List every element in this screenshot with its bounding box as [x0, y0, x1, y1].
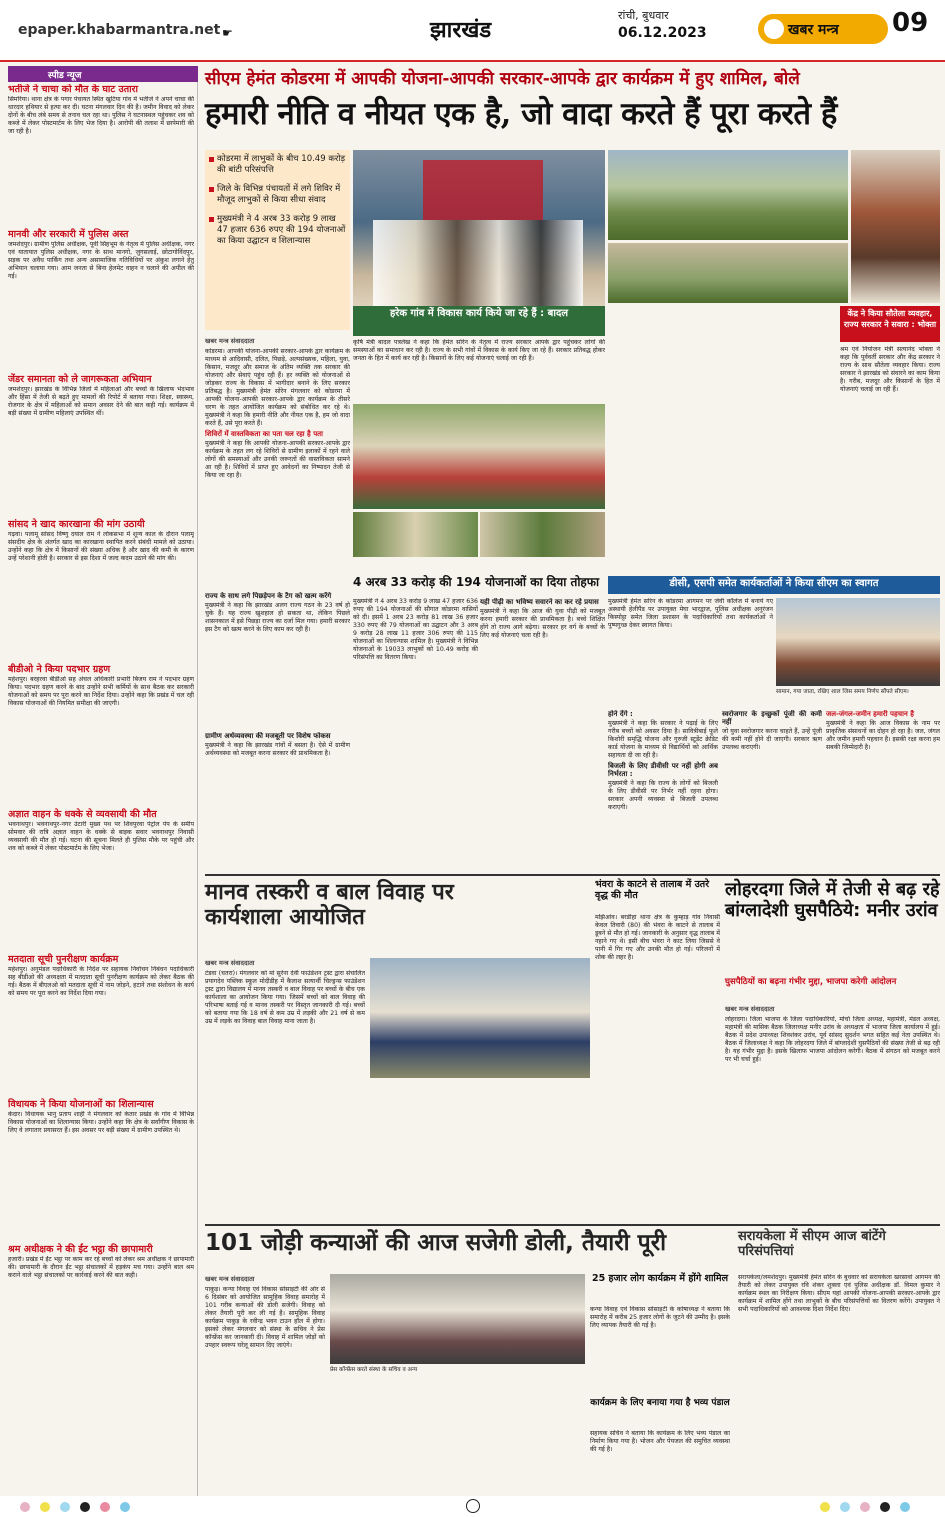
speed-news-body: जमशेदपुर। ग्रामीण पुलिस अधीक्षक, पूर्वी सिंहभूम के नेतृत्व में पुलिस अधीक्षक, नगर एवं यातायात पुलिस अधीक्षक, नगर के साथ मानगो, जुगसलाई, छोटागोविंदपुर, सड़क पर अवैध पार्किंग तथा अन्य असामाजिक गतिविधियों पर अंकुश लगाने हेतु अभियान चलाया गया। आम जनता से बिना हेलमेट वाहन न चलाने की अपील की गई।	[8, 241, 194, 280]
page-header	[0, 0, 945, 62]
lead-body-col2: राज्य के साथ लगे पिछड़ेपन के टैग को खत्म करेंगे मुख्यमंत्री ने कहा कि झारखंड अलग राज्य गठन के 23 वर्ष हो चुके हैं। यह राज्य खुशहाल हो सकता था, लेकिन पिछले शासनकाल में इसे पिछड़ा राज्य का दर्जा मिल गया। हमारी सरकार इस टैग को खत्म करने के लिए काम कर रही है।	[205, 592, 350, 634]
trafficking-byline: खबर मन्त्र संवाददाता	[205, 959, 255, 967]
welcome-box-body: मुख्यमंत्री हेमंत सोरेन के कोडरमा आगमन पर जेवी कॉलेज में बनाये गए अस्थायी हेलीपैड पर उपायुक्त मेघा भारद्वाज, पुलिस अधीक्षक अनुरंजन किस्पोट्टा समेत जिला प्रशासन के पदाधिकारियों तथा कार्यकर्ताओं ने पुष्पगुच्छ देकर स्वागत किया।	[608, 598, 773, 629]
wedding-byline: खबर मन्त्र संवाददाता	[205, 1275, 255, 1283]
village-box-head: हरेक गांव में विकास कार्य किये जा रहे हैं : बादल	[353, 306, 605, 336]
lower-col-3: जल-जंगल-जमीन हमारी पहचान है मुख्यमंत्री ने कहा कि आज विकास के नाम पर प्राकृतिक संसाधनों का दोहन हो रहा है। जल, जंगल और जमीन हमारी पहचान है। इसकी रक्षा करना हम सबकी जिम्मेदारी है।	[826, 710, 940, 752]
crosshair-icon	[466, 1499, 480, 1513]
lower-col-1: होने देंगे : मुख्यमंत्री ने कहा कि सरकार ने पढ़ाई के लिए गरीब बच्चों को अवसर दिया है। सावित्रीबाई फूले किशोरी समृद्धि योजना और गुरुजी स्टूडेंट क्रेडिट कार्ड योजना के माध्यम से विद्यार्थियों को आर्थिक सहायता दी जा रही है। बिजली के लिए डीवीसी पर नहीं होगी अब निर्भरता : मुख्यमंत्री ने कहा कि राज्य के लोगों को बिजली के लिए डीवीसी पर निर्भर नहीं रहना होगा। सरकार अपनी व्यवस्था से बिजली उपलब्ध कराएगी।	[608, 710, 718, 812]
speed-news-tag: स्पीड न्यूज	[8, 66, 198, 82]
award-photo-2	[480, 512, 605, 557]
highlight-item: जिले के विभिन्न पंचायतों में लगे शिविर में मौजूद लाभुकों से किया सीधा संवाद	[209, 184, 346, 206]
lead-lower: ग्रामीण अर्थव्यवस्था की मजबूती पर विशेष फोकस मुख्यमंत्री ने कहा कि झारखंड गांवों में बसता है। ऐसे में ग्रामीण अर्थव्यवस्था को मजबूत करना सरकार की प्राथमिकता है।	[205, 732, 350, 758]
beneficiaries-photo	[353, 404, 605, 509]
speed-news-body: महेशपुर। अनुमंडल पदाधिकारी के निर्देश पर सहायक निर्वाचन निबंधन पदाधिकारी सह बीडीओ की अध्यक्षता में मतदाता सूची पुनरीक्षण कार्यक्रम को लेकर बैठक की गई। बैठक में बीएलओ को मतदाता सूची में नाम जोड़ने, हटाने तथा संशोधन के कार्य को समय पर पूरा करने का निर्देश दिया गया।	[8, 966, 194, 997]
wedding-body: पाकुड़। कन्या विवाह एवं विकास सोसाइटी की ओर से 6 दिसंबर को आयोजित सामूहिक विवाह समारोह में 101 गरीब कन्याओं की डोली सजेगी। विवाह को लेकर तैयारी पूरी कर ली गई है। सामूहिक विवाह कार्यक्रम पाकुड़ के रवीन्द्र भवन टाउन हॉल में होगा। इसको लेकर मंगलवार को संस्था के सचिव ने प्रेस कॉन्फ्रेंस कर जानकारी दी। विवाह में शामिल जोड़ों को उपहार स्वरूप घरेलू सामान दिए जाएंगे।	[205, 1286, 325, 1349]
speed-news-body: भवनाथपुर। भवनाथपुर-नगर उंटारी मुख्य पथ पर शिवपुरवा पेट्रोल पंप के समीप सोमवार की रात्रि अज्ञात वाहन के धक्के से बाइक सवार भवनाथपुर निवासी व्यवसायी की मौत हो गई। घटना की सूचना मिलते ही पुलिस मौके पर पहुंची और शव को कब्जे में लेकर पोस्टमार्टम के लिए भेजा।	[8, 821, 194, 852]
trafficking-head: मानव तस्करी व बाल विवाह पर कार्यशाला आयोजित	[205, 880, 454, 931]
registration-dot	[100, 1502, 110, 1512]
speed-news-body: सिमरिया। थाना क्षेत्र के पगार पंचायत स्थित खुटिया गांव में भतीजे ने अपने चाचा की धारदार हथियार से हत्या कर दी। घटना मंगलवार दिन की है। जमीन विवाद को लेकर दोनों के बीच लंबे समय से तनाव चल रहा था। पुलिस ने घटनास्थल पहुंचकर शव को कब्जे में लेकर पोस्टमार्टम के लिए भेज दिया है। आरोपी की तलाश में छापेमारी की जा रही है।	[8, 96, 194, 135]
speed-news-head: बीडीओ ने किया पदभार ग्रहण	[8, 664, 111, 675]
dignitaries-row	[373, 220, 583, 310]
speed-news-head: अज्ञात वाहन के धक्के से व्यवसायी की मौत	[8, 809, 157, 820]
speed-news-body: जमशेदपुर। झारखंड के विभिन्न जिलों में महिलाओं और बच्चों के खिलाफ भेदभाव और हिंसा में तेजी से बढ़ते हुए मामलों की रिपोर्ट में बताया गया। शिक्षा, स्वास्थ्य, रोजगार के क्षेत्र में महिलाओं को समान अवसर देने की बात कही गई। कार्यक्रम में बड़ी संख्या में ग्रामीण महिलाएं उपस्थित थीं।	[8, 386, 194, 417]
highlight-item: कोडरमा में लाभुकों के बीच 10.49 करोड़ की बांटी परिसंपत्ति	[209, 154, 346, 176]
cursor-icon: ☛	[222, 26, 233, 40]
lead-subhead: सीएम हेमंत कोडरमा में आपकी योजना-आपकी सरकार-आपके द्वार कार्यक्रम में हुए शामिल, बोले	[205, 69, 800, 89]
lead-body: कोडरमा। आपकी योजना-आपकी सरकार-आपके द्वार कार्यक्रम के माध्यम से आदिवासी, दलित, पिछड़े, अल्पसंख्यक, महिला, युवा, किसान, मजदूर और समाज के अंतिम व्यक्ति तक सरकार की योजनाएं और सेवाएं पहुंच रही हैं। हर व्यक्ति को योजनाओं से जोड़कर राज्य के विकास में भागीदार बनाने के लिए सरकार प्रतिबद्ध है। मुख्यमंत्री हेमंत सोरेन मंगलवार को कोडरमा में आपकी योजना-आपकी सरकार-आपके द्वार कार्यक्रम के तीसरे चरण के तहत आयोजित कार्यक्रम को संबोधित कर रहे थे। मुख्यमंत्री ने कहा कि हमारी नीति और नीयत एक है, हम जो वादा करते हैं, उसे पूरा करते हैं। शिविरों में वास्तविकता का पता चल रहा है पता मुख्यमंत्री ने कहा कि आपकी योजना-आपकी सरकार-आपके द्वार कार्यक्रम के तहत लग रहे शिविरों से ग्रामीण इलाकों में रहने वाले लोगों की समस्याओं और उनकी जरूरतों की वास्तविकता सामने आ रही है। शिविरों में प्राप्त हुए आवेदनों का निष्पादन तेजी से किया जा रहा है।	[205, 348, 350, 480]
lohardaga-head: लोहरदगा जिले में तेजी से बढ़ रहे बांग्लादेशी घुसपैठिये: मनीर उरांव	[725, 879, 940, 921]
edition-date: 06.12.2023	[618, 25, 707, 41]
stage-photo	[353, 150, 605, 330]
program-body-2: सहायक सचिव ने बताया कि कार्यक्रम के लिए भव्य पंडाल का निर्माण किया गया है। भोजन और पेयजल की समुचित व्यवस्था की गई है।	[590, 1430, 730, 1453]
lower-col-2: स्वरोजगार के इच्छुकों पूंजी की कमी नहीं जो युवा स्वरोजगार करना चाहते हैं, उन्हें पूंजी की कमी नहीं होने दी जाएगी। सरकार ऋण उपलब्ध कराएगी।	[722, 710, 822, 752]
registration-dot	[900, 1502, 910, 1512]
wedding-caption: प्रेस कॉन्फ्रेंस करते संस्था के सचिव व अन्य	[330, 1367, 418, 1373]
speed-news-head: भतीजे ने चाचा को मौत के घाट उतारा	[8, 84, 138, 95]
award-photo	[353, 512, 478, 557]
program-head: 25 हजार लोग कार्यक्रम में होंगे शामिल	[591, 1273, 729, 1284]
registration-dot	[880, 1502, 890, 1512]
brand-logo: खबर मन्त्र	[758, 14, 888, 44]
welcome-caption: सामान, गया जाता, रखिए शाल जिस समय निर्णय सौंपते सीएम।	[776, 689, 909, 695]
registration-dot	[820, 1502, 830, 1512]
lead-byline: खबर मन्त्र संवाददाता	[205, 337, 255, 345]
gift-body-col2: यही पीढ़ी का भविष्य सवारने का कर रहे प्रयास मुख्यमंत्री ने कहा कि आज की युवा पीढ़ी को मजबूत करना हमारी सरकार की प्राथमिकता है। बच्चे शिक्षित होंगे तो राज्य आगे बढ़ेगा। सरकार हर वर्ग के बच्चों के लिए कई योजनाएं चला रही है।	[480, 598, 605, 640]
registration-dot	[840, 1502, 850, 1512]
registration-dot	[60, 1502, 70, 1512]
speed-news-body: महेशपुर। बरहरवा बीडीओ सह अंचल अधिकारी प्रभारी बिजय राम ने पदभार ग्रहण किया। पदभार ग्रहण करने के बाद उन्होंने सभी कर्मियों के साथ बैठक कर सरकारी योजनाओं को समय पर पूरा करने का निर्देश दिया। उन्होंने कहा कि प्रखंड में चल रही विकास योजनाओं की नियमित समीक्षा की जाएगी।	[8, 676, 194, 707]
highlight-item: मुख्यमंत्री ने 4 अरब 33 करोड़ 9 लाख 47 हजार 636 रुपए की 194 योजनाओं का किया उद्घाटन व शिलान्यास	[209, 214, 346, 247]
saraikela-head: सरायकेला में सीएम आज बांटेंगे परिसंपत्तियां	[738, 1229, 886, 1259]
registration-dot	[40, 1502, 50, 1512]
cm-speaking-photo	[851, 150, 940, 303]
stage-banner	[423, 160, 543, 220]
workshop-photo	[370, 958, 590, 1078]
speed-news-body: केदार। विधायक भानु प्रताप शाही ने मंगलवार को केतार प्रखंड के गांव में विभिन्न विकास योजनाओं का शिलान्यास किया। उन्होंने कहा कि क्षेत्र के सर्वांगीण विकास के लिए वे लगातार प्रयासरत हैं। इस अवसर पर बड़ी संख्या में ग्रामीण उपस्थित थे।	[8, 1111, 194, 1134]
village-box-body: कृषि मंत्री बादल पत्रलेख ने कहा कि हेमंत सोरेन के नेतृत्व में राज्य सरकार आपके द्वार पहुंचकर लोगों की समस्याओं का समाधान कर रही है। राज्य के सभी गांवों में विकास के कार्य किए जा रहे हैं। सरकार प्रतिबद्ध होकर जनता के हित में कार्य कर रही है। किसानों के लिए कई योजनाएं चलाई जा रही हैं।	[353, 339, 605, 362]
trafficking-body: टंडवा (चतरा)। मंगलवार को मां सुरेना देवी फाउंडेशन ट्रस्ट द्वारा संचालित प्रयागदेव पब्लिक स्कूल मोदीडीह में कैलाश सत्यार्थी चिल्ड्रन्स फाउंडेशन ट्रस्ट द्वारा विद्यालय में मानव तस्करी व बाल विवाह पर बच्चों के बीच एक कार्यशाला का आयोजन किया गया। जिसमें बच्चों को बाल विवाह की परिभाषा बताई गई व मानव तस्करी पर विस्तृत जानकारी दी गई। बच्चों को बताया गया कि 18 वर्ष से कम उम्र में लड़की और 21 वर्ष से कम उम्र में लड़के का विवाह बाल विवाह माना जाता है।	[205, 970, 365, 1025]
gift-head: 4 अरब 33 करोड़ की 194 योजनाओं का दिया तोहफा	[353, 575, 600, 589]
drown-head: भंवरा के काटने से तालाब में उतरे वृद्ध की मौत	[595, 879, 710, 901]
speed-news-head: विधायक ने किया योजनाओं का शिलान्यास	[8, 1099, 154, 1110]
lohardaga-body: लोहरदगा। जिला भाजपा के जिला पदाधिकारियों, मोर्चा जिला अध्यक्ष, महामंत्री, मंडल अध्यक्ष, महामंत्री की मासिक बैठक जिलाध्यक्ष मनीर उरांव के अध्यक्षता में भाजपा जिला कार्यालय में हुई। बैठक में प्रदेश उपाध्यक्ष शिवशंकर उरांव, पूर्व सांसद सुदर्शन भगत सहित कई नेता उपस्थित थे। बैठक में जिलाध्यक्ष ने कहा कि लोहरदगा जिले में बांग्लादेशी घुसपैठियों की संख्या तेजी से बढ़ रही है। यह गंभीर मुद्दा है। इसके खिलाफ भाजपा आंदोलन करेगी। बैठक में संगठन को मजबूत करने पर भी चर्चा हुई।	[725, 1016, 940, 1063]
welcome-photo	[776, 598, 940, 686]
speed-news-head: श्रम अधीक्षक ने की ईंट भट्ठा की छापामारी	[8, 1244, 153, 1255]
lohardaga-subhead: घुसपैठियों का बढ़ना गंभीर मुद्दा, भाजपा करेगी आंदोलन	[725, 977, 897, 987]
centre-box-head: केंद्र ने किया सौतेला व्यवहार, राज्य सरकार ने सवारा : भोक्ता	[840, 306, 940, 342]
program-head-2: कार्यक्रम के लिए बनाया गया है भव्य पंडाल	[590, 1398, 730, 1408]
drown-body: मझिआंव। बरडीहा थाना क्षेत्र के कुम्हाड़ गांव निवासी केवल तिवारी (80) की भंवरा के काटने से तालाब में डूबने से मौत हो गई। जानकारी के अनुसार वृद्ध तालाब में नहाने गए थे। इसी बीच भंवरा ने काट लिया जिससे वे पानी में गिर गए और उनकी मौत हो गई। परिजनों में शोक की लहर है।	[595, 914, 720, 961]
registration-dot	[20, 1502, 30, 1512]
site-url[interactable]: epaper.khabarmantra.net	[18, 22, 221, 38]
section-divider	[205, 874, 940, 876]
speed-news-head: मतदाता सूची पुनरीक्षण कार्यक्रम	[8, 954, 119, 965]
lead-headline: हमारी नीति व नीयत एक है, जो वादा करते हैं पूरा करते हैं	[205, 96, 837, 132]
color-strip	[0, 1496, 945, 1517]
press-conference-photo	[330, 1274, 585, 1364]
section-divider-2	[205, 1224, 940, 1226]
program-body: कन्या विवाह एवं विकास सोसाइटी के कोषाध्यक्ष ने बताया कि समारोह में करीब 25 हजार लोगों के जुटने की उम्मीद है। इसके लिए व्यापक तैयारी की गई है।	[590, 1306, 730, 1329]
wedding-head: 101 जोड़ी कन्याओं की आज सजेगी डोली, तैयारी पूरी	[205, 1230, 667, 1256]
welcome-box-head: डीसी, एसपी समेत कार्यकर्ताओं ने किया सीएम का स्वागत	[608, 576, 940, 594]
edition-place-day: रांची, बुधवार	[618, 9, 669, 22]
speed-news-body: हजारी। प्रखंड में ईंट भट्ठा पर काम कर रहे बच्चों को लेकर श्रम अधीक्षक ने छापामारी की। छापामारी के दौरान ईंट भट्ठा संचालकों में हड़कंप मच गया। उन्होंने बाल श्रम कराने वाले भट्ठा संचालकों पर कार्रवाई करने की बात कही।	[8, 1256, 194, 1279]
registration-dot	[860, 1502, 870, 1512]
logo-icon	[764, 19, 784, 39]
trafficking-body-2	[370, 1082, 590, 1222]
saraikela-body: सरायकेला/जमशेदपुर। मुख्यमंत्री हेमंत सोरेन के बुधवार को सरायकेला खरसावां आगमन की तैयारी को लेकर उपायुक्त रवि शंकर शुक्ला एवं पुलिस अधीक्षक डॉ. विमल कुमार ने कार्यक्रम स्थल का निरीक्षण किया। सीएम यहां आपकी योजना-आपकी सरकार-आपके द्वार कार्यक्रम में शामिल होंगे तथा लाभुकों के बीच परिसंपत्तियों का वितरण करेंगे। उपायुक्त ने सभी पदाधिकारियों को आवश्यक दिशा निर्देश दिए।	[738, 1274, 940, 1313]
gift-body: मुख्यमंत्री ने 4 अरब 33 करोड़ 9 लाख 47 हजार 636 रुपए की 194 योजनाओं की सौगात कोडरमा वासियों को दी। इसमें 1 अरब 23 करोड़ 81 लाख 36 हजार 330 रुपए की 79 योजनाओं का उद्घाटन और 3 अरब 9 करोड़ 28 लाख 11 हजार 306 रुपए की 115 योजनाओं का शिलान्यास शामिल है। मुख्यमंत्री ने विभिन्न योजनाओं के 19033 लाभुकों को 10.49 करोड़ की परिसंपत्ति का वितरण किया।	[353, 598, 478, 661]
section-title: झारखंड	[430, 18, 492, 43]
speed-news-body: गढ़वा। पलामू सांसद विष्णु दयाल राम ने लोकसभा में शून्य काल के दौरान पलामू संसदीय क्षेत्र के अंतर्गत खाद का कारखाना स्थापित करने संबंधी मामले को उठाया। उन्होंने कहा कि क्षेत्र में किसानों की संख्या अधिक है और खाद की कमी के कारण उन्हें परेशानी होती है। सरकार से इस दिशा में जल्द कदम उठाने की मांग की।	[8, 531, 194, 562]
registration-dot	[80, 1502, 90, 1512]
page-number: 09	[892, 8, 929, 38]
registration-dot	[120, 1502, 130, 1512]
lohardaga-byline: खबर मन्त्र संवाददाता	[725, 1005, 775, 1013]
wedding-body-2	[330, 1380, 585, 1490]
lead-highlights	[205, 150, 350, 330]
speed-news-head: मानवी और सरकारी में पुलिस अस्त	[8, 229, 129, 240]
speed-news-head: जेंडर समानता को ले जागरूकता अभियान	[8, 374, 152, 385]
centre-box-body: श्रम एवं नियोजन मंत्री सत्यानंद भोक्ता ने कहा कि पूर्ववर्ती सरकार और केंद्र सरकार ने राज्य के साथ सौतेला व्यवहार किया। राज्य सरकार ने झारखंड को संवारने का काम किया है। गरीब, मजदूर और किसानों के हित में योजनाएं चलाई जा रही हैं।	[840, 346, 940, 393]
crowd-photo	[608, 150, 848, 240]
speed-news-column	[8, 66, 198, 1496]
crowd-photo-2	[608, 243, 848, 303]
speed-news-list	[8, 84, 194, 1494]
speed-news-head: सांसद ने खाद कारखाना की मांग उठायी	[8, 519, 145, 530]
